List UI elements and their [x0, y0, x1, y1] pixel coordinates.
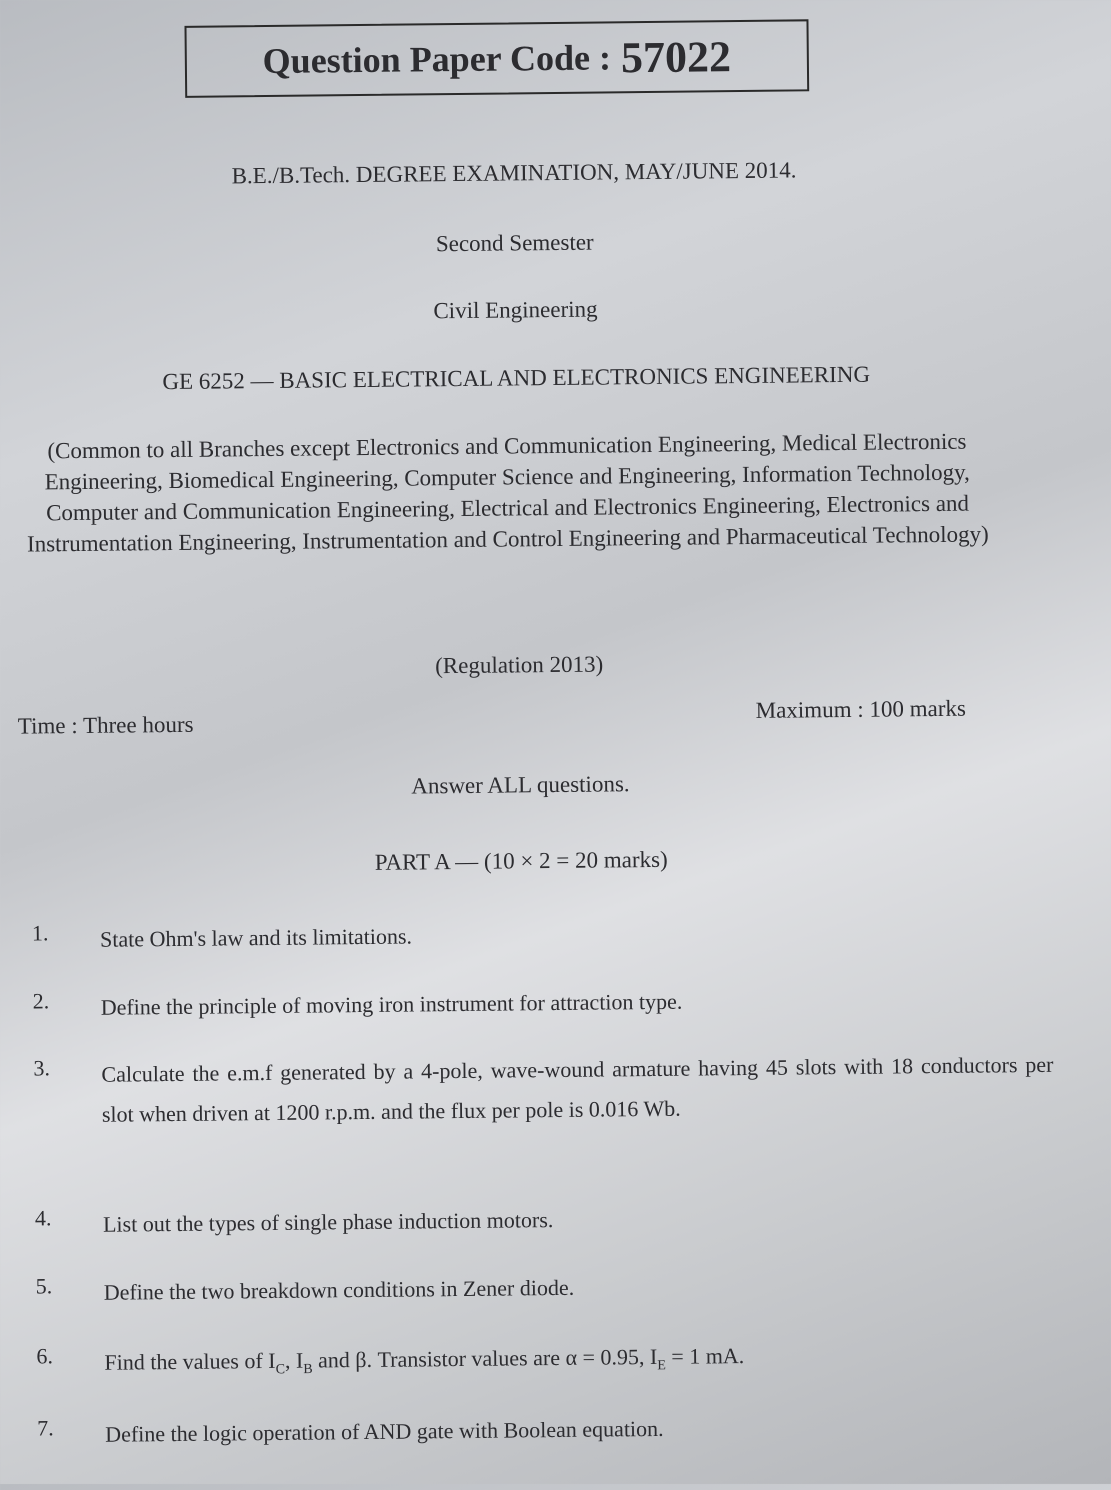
question-text: Define the two breakdown conditions in Zener diode.: [103, 1274, 575, 1305]
question-text: Calculate the e.m.f generated by a 4-pole, wave-wound armature having 45 slots with 18 conductors per slot when driven at 1200 r.p.m. and the flux per pole is 0.016 Wb.: [101, 1051, 1054, 1127]
text: = 1 mA.: [665, 1343, 745, 1369]
subscript: E: [657, 1358, 667, 1374]
question-6: [36, 1333, 1056, 1393]
question-text: Define the principle of moving iron instrument for attraction type.: [100, 988, 683, 1020]
max-marks: Maximum : 100 marks: [755, 695, 966, 723]
question-number: 6.: [36, 1343, 54, 1369]
question-paper-code-box: [184, 19, 809, 98]
question-7: [37, 1405, 1057, 1456]
question-number: 7.: [37, 1415, 54, 1441]
exam-title: B.E./B.Tech. DEGREE EXAMINATION, MAY/JUNE 2014.: [231, 157, 797, 189]
question-3: [33, 1045, 1054, 1136]
time: Time : Three hours: [17, 711, 194, 739]
question-4: [35, 1195, 1055, 1246]
regulation: (Regulation 2013): [435, 651, 604, 679]
common-to-branches: (Common to all Branches except Electronics and Communication Engineering, Medical Electronics Engineering, Biomedical Engineering, Computer Science and Engineering, Information Technology, Computer and Communication Engineering, Electrical and Electronics Engineering, Electronics and Instrumentation Engineering, Instrumentation and Control Engineering and Pharmaceutical Technology): [26, 428, 989, 557]
question-number: 5.: [35, 1273, 53, 1299]
semester: Second Semester: [435, 229, 594, 257]
branch: Civil Engineering: [433, 296, 598, 324]
question-number: 4.: [34, 1205, 52, 1231]
question-text: List out the types of single phase induction motors.: [102, 1207, 554, 1237]
code-number: 57022: [620, 31, 732, 82]
subject: GE 6252 — BASIC ELECTRICAL AND ELECTRONICS ENGINEERING: [162, 361, 871, 395]
question-text: Define the logic operation of AND gate with Boolean equation.: [105, 1415, 664, 1447]
question-2: [33, 978, 1053, 1029]
instruction: Answer ALL questions.: [411, 771, 630, 799]
code-label: Question Paper Code :: [262, 37, 612, 82]
question-number: 1.: [31, 920, 49, 946]
part-a-heading: PART A — (10 × 2 = 20 marks): [374, 846, 668, 875]
text: and β. Transistor values are α = 0.95, I: [312, 1343, 658, 1373]
question-5: [36, 1263, 1056, 1314]
subscript: B: [303, 1361, 313, 1378]
question-text: [104, 1333, 1056, 1392]
text: Find the values of I: [104, 1347, 276, 1375]
question-number: 3.: [33, 1055, 51, 1081]
text: , I: [284, 1347, 304, 1373]
question-text: State Ohm's law and its limitations.: [99, 923, 413, 952]
subscript: C: [275, 1362, 286, 1378]
question-1: [32, 910, 1052, 961]
question-number: 2.: [32, 988, 50, 1014]
